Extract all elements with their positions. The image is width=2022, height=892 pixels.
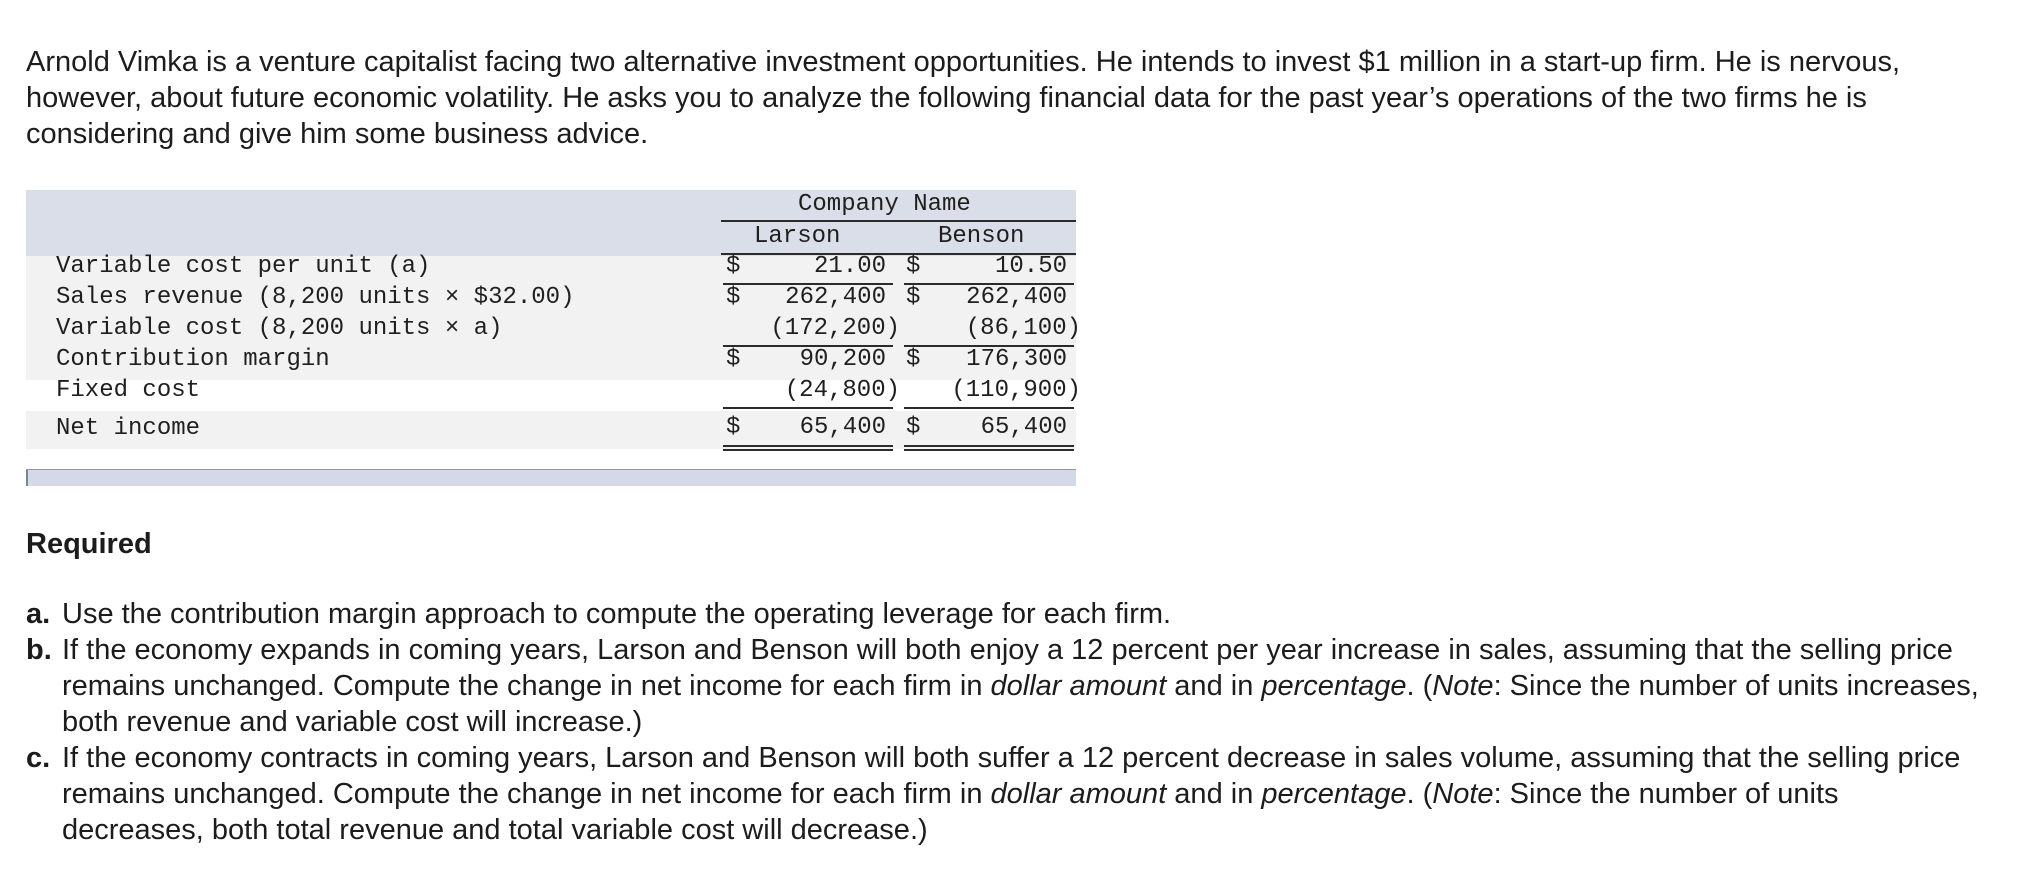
- item-text: and in: [1166, 778, 1262, 810]
- table-footer-band: [26, 469, 1076, 486]
- col-header-larson: Larson: [754, 223, 841, 250]
- benson-dollar-sign: $: [906, 284, 921, 311]
- benson-dollar-sign: $: [906, 346, 921, 373]
- company-name-header: Company Name: [798, 191, 971, 218]
- item-emphasis: percentage: [1261, 778, 1407, 810]
- larson-value: 65,400: [799, 414, 886, 441]
- benson-double-rule-bottom: [904, 449, 1074, 451]
- item-text: Use the contribution margin approach to compute the operating leverage for each firm.: [62, 598, 1172, 630]
- row-label-variable-cost: Variable cost (8,200 units × a): [56, 315, 503, 342]
- item-emphasis: dollar amount: [990, 778, 1167, 810]
- row-label-contribution-margin: Contribution margin: [56, 346, 330, 373]
- larson-dollar-sign: $: [726, 414, 741, 441]
- item-text: : Since the number of units increases, both revenue and variable cost will increase.): [62, 670, 1979, 738]
- intro-paragraph: Arnold Vimka is a venture capitalist facing two alternative investment opportunities. He intends to invest $1 million in a start-up firm. He is nervous, however, about future economic volatility. He asks you to analyze the following financial data for the past year’s operations of the two firms he is considering and give him some business advice.: [26, 46, 1901, 150]
- larson-double-rule-top: [723, 445, 893, 447]
- item-text: If the economy expands in coming years, Larson and Benson will both enjoy a 12 percent per year increase in sales, assuming that the selling price remains unchanged. Compute the change in net income for each firm in: [62, 634, 1953, 702]
- item-emphasis: Note: [1432, 778, 1494, 810]
- larson-value: 262,400: [785, 284, 886, 311]
- item-text: . (: [1406, 670, 1433, 702]
- larson-dollar-sign: $: [726, 346, 741, 373]
- item-letter: c.: [26, 742, 51, 774]
- requirements-list: [26, 596, 1986, 848]
- larson-double-rule-bottom: [723, 449, 893, 451]
- larson-dollar-sign: $: [726, 284, 741, 311]
- benson-value: 176,300: [966, 346, 1067, 373]
- item-emphasis: Note: [1432, 670, 1494, 702]
- benson-value: 10.50: [994, 253, 1067, 280]
- larson-value: (172,200): [770, 315, 900, 342]
- larson-value: 90,200: [799, 346, 886, 373]
- benson-value: 262,400: [966, 284, 1067, 311]
- list-item: [26, 596, 1986, 632]
- required-heading: Required: [26, 528, 152, 560]
- benson-value: (86,100): [965, 315, 1081, 342]
- item-text: : Since the number of units decreases, both total revenue and total variable cost will decrease.): [62, 778, 1839, 846]
- benson-dollar-sign: $: [906, 414, 921, 441]
- item-emphasis: percentage: [1261, 670, 1407, 702]
- list-item: [26, 632, 1986, 740]
- larson-dollar-sign: $: [726, 253, 741, 280]
- row-label-sales-revenue: Sales revenue (8,200 units × $32.00): [56, 284, 575, 311]
- benson-dollar-sign: $: [906, 253, 921, 280]
- row-label-net-income: Net income: [56, 415, 201, 442]
- list-item: [26, 740, 1986, 848]
- col-header-benson: Benson: [938, 223, 1025, 250]
- benson-value: (110,900): [951, 377, 1081, 404]
- item-text: . (: [1406, 778, 1433, 810]
- benson-value: 65,400: [980, 414, 1067, 441]
- financial-data-table: [26, 190, 1081, 485]
- benson-subtotal-rule: [904, 407, 1074, 409]
- item-letter: a.: [26, 598, 51, 630]
- row-label-variable-cost-per-unit: Variable cost per unit (a): [56, 253, 431, 280]
- row-label-fixed-cost: Fixed cost: [56, 377, 201, 404]
- benson-double-rule-top: [904, 445, 1074, 447]
- larson-subtotal-rule: [723, 407, 893, 409]
- larson-value: (24,800): [784, 377, 900, 404]
- item-letter: b.: [26, 634, 52, 666]
- item-text: If the economy contracts in coming years, Larson and Benson will both suffer a 12 percent decrease in sales volume, assuming that the selling price remains unchanged. Compute the change in net income for each firm in: [62, 742, 1961, 810]
- larson-value: 21.00: [813, 253, 886, 280]
- item-emphasis: dollar amount: [990, 670, 1167, 702]
- item-text: and in: [1166, 670, 1262, 702]
